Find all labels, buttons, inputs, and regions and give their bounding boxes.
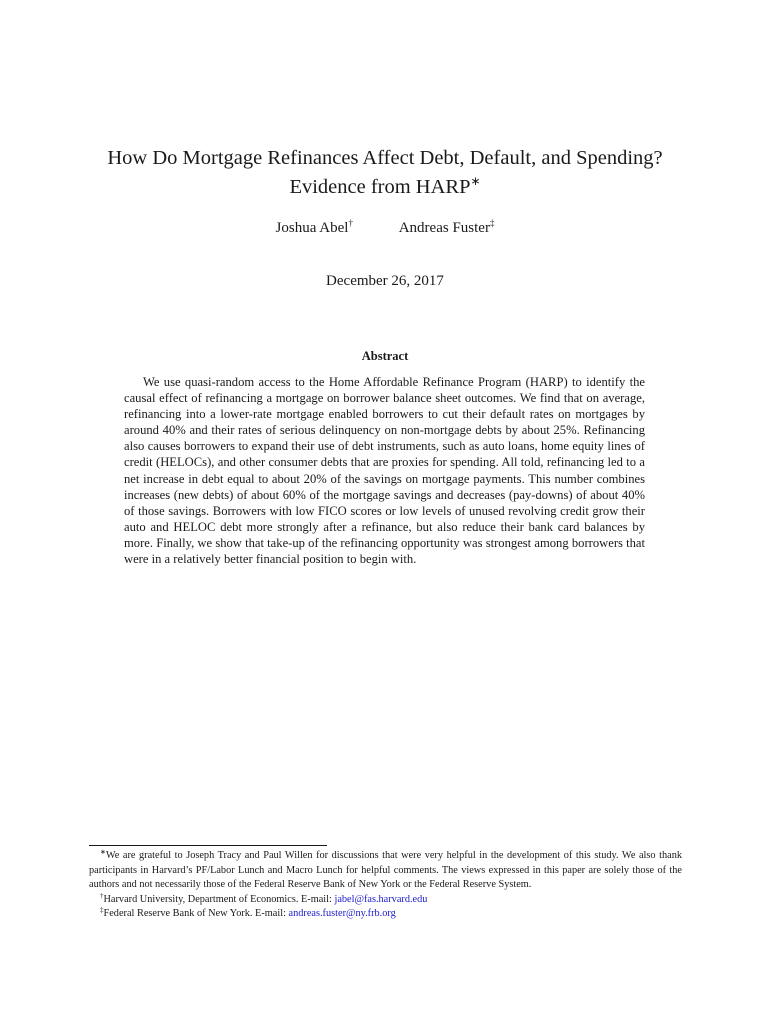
abstract-text: We use quasi-random access to the Home Affordable Refinance Program (HARP) to identify the causal effect of refinancing a mortgage on borrower balance sheet outcomes. We find that on average, refinancing into a lower-rate mortgage enabled borrowers to cut their default rates on mortgages by around 40% and their rates of serious delinquency on non-mortgage debts by about 25%. Refinancing also causes borrowers to expand their use of debt instruments, such as auto loans, home equity lines of credit (HELOCs), and other consumer debts that are proxies for spending. All told, refinancing led to a net increase in debt equal to about 20% of the savings on mortgage payments. This number combines increases (new debts) of about 60% of the mortgage savings and decreases (pay-downs) of about 40% of those savings. Borrowers with low FICO scores or low levels of unused revolving credit grow their auto and HELOC debt more strongly after a refinance, but also reduce their bank card balances by more. Finally, we show that take-up of the refinancing opportunity was strongest among borrowers that were in a relatively better financial position to begin with.	[124, 375, 645, 567]
author-list	[0, 218, 770, 238]
paper-title	[40, 144, 730, 202]
footnote-abel-affiliation	[89, 893, 682, 908]
footnotes	[89, 849, 682, 922]
footnote-text: Harvard University, Department of Economics. E-mail:	[103, 893, 335, 905]
title-line-1: How Do Mortgage Refinances Affect Debt, Default, and Spending?	[107, 147, 663, 169]
author-name: Joshua Abel	[275, 220, 349, 236]
footnote-text: Federal Reserve Bank of New York. E-mail:	[103, 908, 289, 919]
footnote-mark: †	[100, 891, 104, 900]
abstract-heading: Abstract	[361, 349, 409, 363]
author-abel	[276, 218, 353, 238]
footnote-acknowledgements	[89, 849, 682, 893]
title-line-2-text: Evidence from HARP	[289, 176, 471, 198]
author-fuster	[399, 218, 495, 238]
author-footnote-mark: †	[348, 218, 353, 228]
paper-date: December 26, 2017	[326, 273, 444, 289]
author-name: Andreas Fuster	[398, 220, 490, 236]
email-link-abel[interactable]: jabel@fas.harvard.edu	[334, 893, 428, 905]
footnote-text: We are grateful to Joseph Tracy and Paul Willen for discussions that were very helpful in the development of this study. We also thank participants in Harvard’s PF/Labor Lunch and Macro Lunch for helpful comments. The views expressed in this paper are solely those of the authors and not necessarily those of the Federal Reserve Bank of New York or the Federal Reserve System.	[89, 850, 682, 890]
author-footnote-mark: ‡	[489, 218, 495, 228]
email-link-fuster[interactable]: andreas.fuster@ny.frb.org	[288, 908, 396, 919]
footnote-mark: ∗	[100, 848, 106, 856]
footnote-mark: ‡	[100, 906, 104, 914]
title-line-2	[40, 173, 730, 202]
title-footnote-mark: ∗	[470, 174, 481, 188]
footnote-rule	[89, 845, 327, 846]
footnote-fuster-affiliation	[89, 907, 682, 922]
